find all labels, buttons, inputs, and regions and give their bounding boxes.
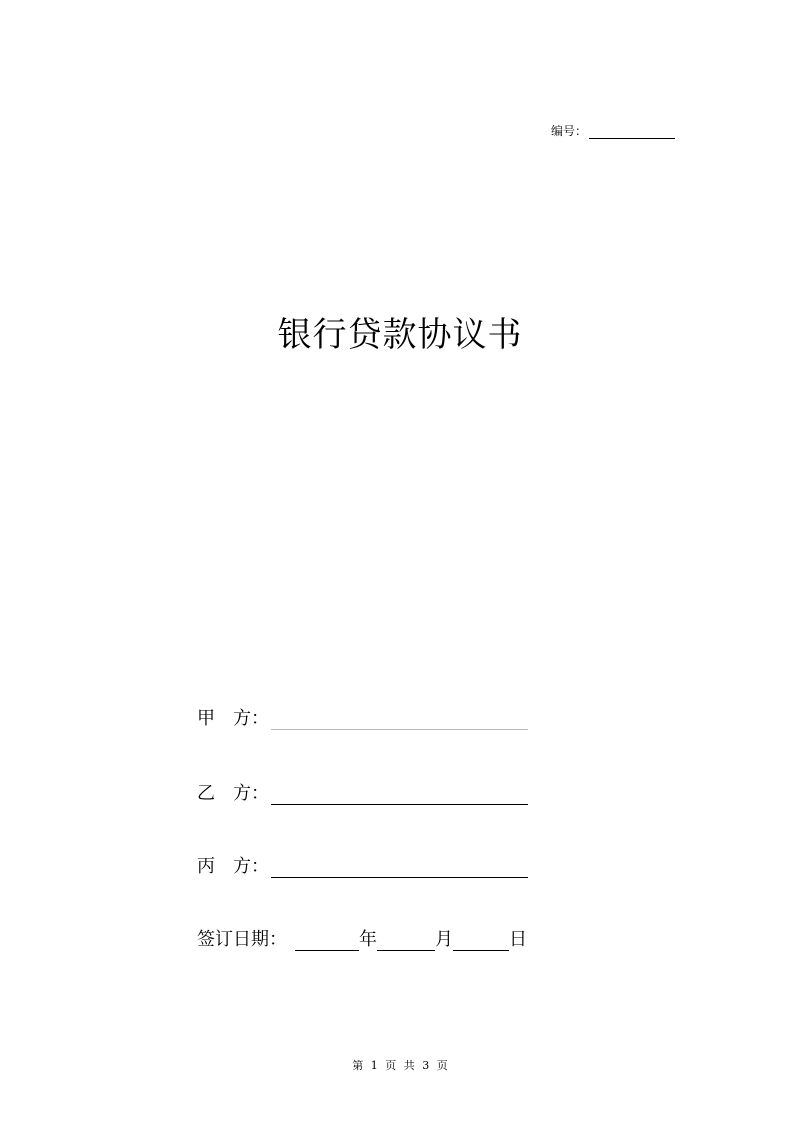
year-blank <box>295 930 359 951</box>
party-c-label-suffix: 方： <box>233 856 269 877</box>
serial-number-label: 编号： <box>551 124 588 138</box>
page-number-footer: 第 1 页 共 3 页 <box>352 1059 448 1072</box>
year-label: 年 <box>359 929 377 950</box>
party-c-row <box>197 852 528 878</box>
party-b-label-char: 乙 <box>197 783 215 804</box>
party-a-label-char: 甲 <box>197 708 215 729</box>
day-label: 日 <box>509 929 527 950</box>
party-b-label-suffix: 方： <box>233 783 269 804</box>
party-b-row <box>197 779 528 805</box>
signing-date-row <box>197 925 527 951</box>
party-a-row <box>197 704 528 730</box>
party-a-label-suffix: 方： <box>233 708 269 729</box>
month-blank <box>377 930 435 951</box>
document-title: 银行贷款协议书 <box>277 315 523 355</box>
serial-number-blank <box>589 124 675 139</box>
party-a-blank <box>271 709 528 730</box>
party-c-blank <box>271 857 528 878</box>
signing-date-label: 签订日期： <box>197 929 287 950</box>
day-blank <box>453 930 509 951</box>
party-b-blank <box>271 784 528 805</box>
party-c-label-char: 丙 <box>197 856 215 877</box>
month-label: 月 <box>435 929 453 950</box>
serial-number-field <box>551 122 675 139</box>
